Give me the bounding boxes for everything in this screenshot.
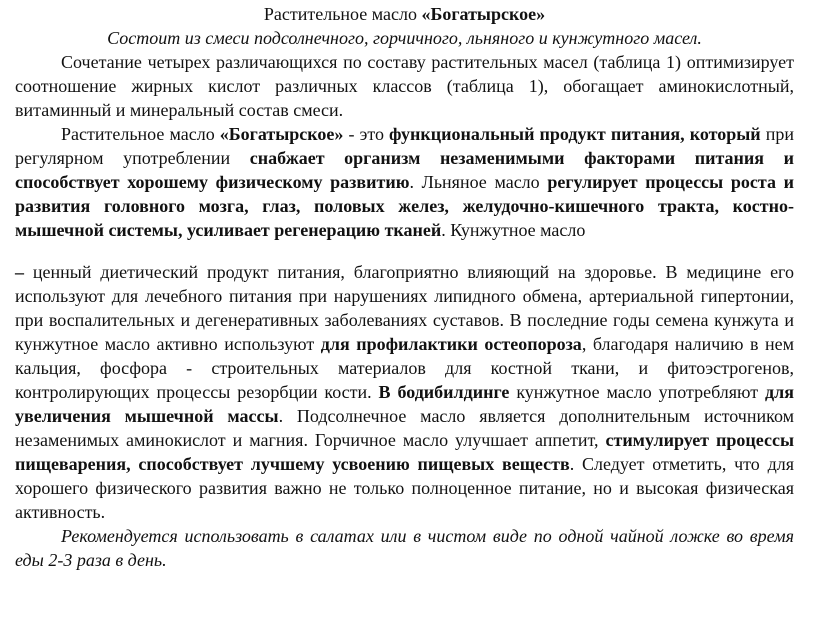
- document-subtitle: Состоит из смеси подсолнечного, горчичного, льняного и кунжутного масел.: [107, 28, 702, 48]
- p3-text-2: , благодаря наличию в нем кальция, фосфора - строительных материалов для костной ткани, и фитоэстрогенов, контролирующих процессы резорбции кости.: [15, 334, 794, 402]
- p2-text-1: Растительное масло: [61, 124, 220, 144]
- p3-text-4: . Подсолнечное масло является дополнительным источником незаменимых аминокислот и магния. Горчичное масло улучшает аппетит,: [15, 406, 794, 450]
- p3-bold-digestion: стимулирует процессы пищеварения, способствует лучшему усвоению пищевых веществ: [15, 430, 794, 474]
- title-prefix: Растительное масло: [263, 4, 422, 24]
- p3-bold-bodybuilding: В бодибилдинге: [378, 382, 510, 402]
- paragraph-functional-product: [15, 122, 794, 242]
- paragraph-recommendation: Рекомендуется использовать в салатах или в чистом виде по одной чайной ложке во время еды 2-3 раза в день.: [15, 526, 794, 570]
- p3-text-1: ценный диетический продукт питания, благоприятно влияющий на здоровье. В медицине его используют для лечебного питания при нарушениях липидного обмена, артериальной гипертонии, при воспалительных и дегенеративных заболеваниях суставов. В последние годы семена кунжута и кунжутное масло активно используют: [15, 262, 794, 354]
- p2-bold-flax: регулирует процессы роста и развития головного мозга, глаз, половых желез, желудочно-кишечного тракта, костно-мышечной системы, усиливает регенерацию тканей: [15, 172, 794, 240]
- p2-bold-nutrition: снабжает организм незаменимыми факторами питания и способствует хорошему физическому развитию: [15, 148, 794, 192]
- p2-bold-functional: функциональный продукт питания, который: [389, 124, 761, 144]
- p3-bold-muscle: для увеличения мышечной массы: [15, 382, 794, 426]
- p3-text-5: . Следует отметить, что для хорошего физического развития важно не только полноценное питание, но и высокая физическая активность.: [15, 454, 795, 522]
- paragraph-composition: Сочетание четырех различающихся по составу растительных масел (таблица 1) оптимизирует соотношение жирных кислот различных классов (таблица 1), обогащает аминокислотный, витаминный и минеральный состав смеси.: [15, 52, 794, 120]
- p2-text-3: при регулярном употреблении: [15, 124, 794, 168]
- p2-bold-brand: «Богатырское»: [219, 124, 344, 144]
- title-brand: «Богатырское»: [421, 4, 546, 24]
- p3-text-3: кунжутное масло употребляют: [509, 382, 766, 402]
- p3-bold-osteoporosis: для профилактики остеопороза: [320, 334, 582, 354]
- paragraph-sesame: [15, 260, 794, 524]
- p3-dash: –: [15, 262, 24, 282]
- p2-text-2: - это: [343, 124, 390, 144]
- p2-text-4: . Льняное масло: [409, 172, 548, 192]
- p2-text-5: . Кунжутное масло: [441, 220, 586, 240]
- document-title: [15, 2, 794, 26]
